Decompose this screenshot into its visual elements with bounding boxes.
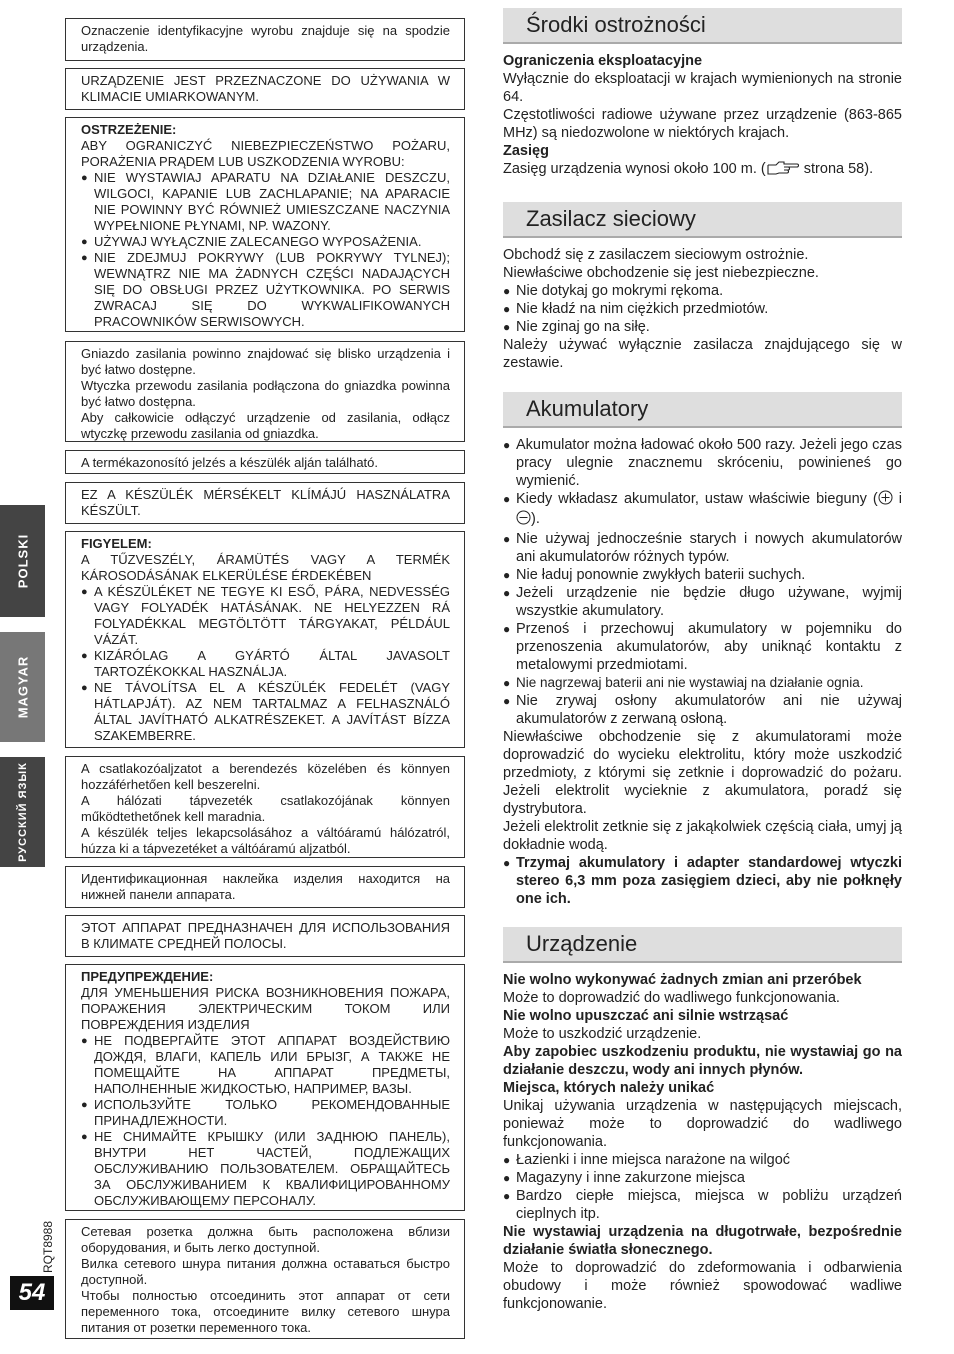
list-item [503,490,902,530]
warning-intro: ABY OGRANICZYĆ NIEBEZPIECZEŃSTWO POŻARU, PORAŻENIA PRĄDEM LUB USZKODZENIA WYROBU: [81,138,450,169]
subheading: Nie wolno wykonywać żadnych zmian ani przeróbek [503,972,862,988]
list-item: ● Nie dotykaj go mokrymi rękoma. [503,282,902,300]
warning-title: FIGYELEM: [81,536,152,551]
text: Aby całkowicie odłączyć urządzenie od zasilania, odłącz wtyczkę przewodu zasilania od gniazdka. [81,410,450,441]
sidebar-tab-magyar [0,632,45,742]
list-item: ● Trzymaj akumulatory i adapter standardowej wtyczki stereo 6,3 mm poza zasięgiem dzieci, aby nie połknęły one ich. [503,854,902,908]
list [503,1151,902,1223]
list-item: ● Nie zginaj go na siłę. [503,318,902,336]
ru-socket-box [65,1219,465,1339]
paragraph [503,160,902,181]
paragraph: Obchodź się z zasilaczem sieciowym ostrożnie. [503,247,809,263]
warning-title: OSTRZEŻENIE: [81,122,177,137]
text: ). [531,511,540,527]
hu-warning-box [65,531,465,748]
list-item: ● ИСПОЛЬЗУЙТЕ ТОЛЬКО РЕКОМЕНДОВАННЫЕ ПРИНАДЛЕЖНОСТИ. [81,1097,450,1129]
warning-list [81,584,450,744]
text: EZ A KÉSZÜLÉK MÉRSÉKELT KLÍMÁJÚ HASZNÁLATRA KÉSZÜLT. [81,487,450,518]
subheading: Zasięg [503,143,549,159]
list-item: ● UŻYWAJ WYŁĄCZNIE ZALECANEGO WYPOSAŻENIA. [81,234,450,250]
sidebar-tab-polski [0,505,45,617]
section-precautions [503,8,902,181]
list [503,854,902,908]
page-number: 54 [10,1276,54,1310]
section-title: Środki ostrożności [503,8,902,44]
subheading: Aby zapobiec uszkodzeniu produktu, nie wystawiaj go na działanie deszczu, wody ani innych płynów. [503,1044,902,1078]
list-item: ● NIE WYSTAWIAJ APARATU NA DZIAŁANIE DESZCZU, WILGOCI, KAPANIE LUB ZACHLAPANIE; NA APARACIE NIE POWINNY BYĆ RÓWNIEŻ UMIESZCZANE NACZYNIA WYPEŁNIONE PŁYNAMI, NP. WAZONY. [81,170,450,234]
list-item: ● KIZÁRÓLAG A GYÁRTÓ ÁLTAL JAVASOLT TARTOZÉKOKKAL HASZNÁLJA. [81,648,450,680]
warning-intro: ДЛЯ УМЕНЬШЕНИЯ РИСКА ВОЗНИКНОВЕНИЯ ПОЖАРА, ПОРАЖЕНИЯ ЭЛЕКТРИЧЕСКИМ ТОКОМ ИЛИ ПОВРЕЖДЕНИЯ ИЗДЕЛИЯ [81,985,450,1032]
paragraph: Może to doprowadzić do zdeformowania i odbarwienia obudowy i może również spowodować wadliwe funkcjonowanie. [503,1260,902,1312]
text: A csatlakozóaljzatot a berendezés közelében és könnyen hozzáférhetően kell beszerelni. [81,761,450,792]
text: A hálózati tápvezeték csatlakozójának könnyen működtethetőnek kell maradnia. [81,793,450,824]
left-column [65,18,465,1339]
sidebar-label: MAGYAR [15,655,30,719]
warning-list [81,170,450,330]
sidebar-label: РУССКИЙ ЯЗЫК [16,762,29,862]
paragraph: Może to doprowadzić do wadliwego funkcjonowania. [503,990,840,1006]
warning-title: ПРЕДУПРЕЖДЕНИЕ: [81,969,214,984]
hu-climate-box [65,482,465,524]
paragraph: Niewłaściwe obchodzenie się jest niebezpieczne. [503,265,819,281]
pl-socket-box [65,341,465,442]
text: strona 58). [799,161,874,177]
text: Gniazdo zasilania powinno znajdować się blisko urządzenia i być łatwo dostępne. [81,346,450,377]
paragraph: Wyłącznie do eksploatacji w krajach wymienionych na stronie 64. [503,71,902,105]
section-ac-adaptor [503,202,902,372]
ru-warning-box [65,964,465,1211]
text: A készülék teljes lekapcsolásához a váltóáramú hálózatról, húzza ki a tápvezetéket a váltóáramú aljzatból. [81,825,450,856]
pl-climate-box [65,68,465,110]
list-item: ● Bardzo ciepłe miejsca, miejsca w pobliżu urządzeń cieplnych itp. [503,1187,902,1223]
minus-icon [516,510,531,530]
pl-label-box [65,18,465,61]
text: Идентификационная наклейка изделия находится на нижней панели аппарата. [81,871,450,902]
section-unit [503,927,902,1313]
plus-icon [878,490,893,510]
hu-socket-box [65,756,465,858]
list-item: ● Jeżeli urządzenie nie będzie długo używane, wyjmij wszystkie akumulatory. [503,584,902,620]
section-title: Urządzenie [503,927,902,963]
paragraph: Unikaj używania urządzenia w następujących miejscach, ponieważ może to doprowadzić do wadliwego funkcjonowania. [503,1098,902,1150]
list-item: ● Nie ładuj ponownie zwykłych baterii suchych. [503,566,902,584]
subheading: Nie wystawiaj urządzenia na długotrwałe, bezpośrednie działanie światła słonecznego. [503,1224,902,1258]
text: Чтобы полностью отсоединить этот аппарат от сети переменного тока, отсоедините вилку сетевого шнура питания от розетки переменного тока. [81,1288,450,1335]
list-item: ● НЕ СНИМАЙТЕ КРЫШКУ (ИЛИ ЗАДНЮЮ ПАНЕЛЬ), ВНУТРИ НЕТ ЧАСТЕЙ, ПОДЛЕЖАЩИХ ОБСЛУЖИВАНИЮ ПОЛЬЗОВАТЕЛЕМ. ОБРАЩАЙТЕСЬ ЗА ОБСЛУЖИВАНИЕМ К КВАЛИФИЦИРОВАННОМУ ОБСЛУЖИВАЮЩЕМУ ПЕРСОНАЛУ. [81,1129,450,1209]
paragraph: Częstotliwości radiowe używane przez urządzenie (863-865 MHz) są niedozwolone w niektórych krajach. [503,107,902,141]
text: URZĄDZENIE JEST PRZEZNACZONE DO UŻYWANIA W KLIMACIE UMIARKOWANYM. [81,73,450,104]
pointing-hand-icon [766,160,800,181]
hu-label-box [65,450,465,474]
text: Сетевая розетка должна быть расположена вблизи оборудования, и быть легко доступной. [81,1224,450,1255]
ru-label-box [65,866,465,908]
text: Wtyczka przewodu zasilania podłączona do gniazdka powinna być łatwo dostępna. [81,378,450,409]
sidebar-label: POLSKI [15,533,30,589]
text: ЭТОТ АППАРАТ ПРЕДНАЗНАЧЕН ДЛЯ ИСПОЛЬЗОВАНИЯ В КЛИМАТЕ СРЕДНЕЙ ПОЛОСЫ. [81,920,450,951]
text: Kiedy wkładasz akumulator, ustaw właściwie bieguny ( [516,491,878,507]
text: Вилка сетевого шнура питания должна оставаться быстро доступной. [81,1256,450,1287]
warning-intro: A TŰZVESZÉLY, ÁRAMÜTÉS VAGY A TERMÉK KÁROSODÁSÁNAK ELKERÜLÉSE ÉRDEKÉBEN [81,552,450,583]
section-batteries [503,392,902,908]
list-item: ● NIE ZDEJMUJ POKRYWY (LUB POKRYWY TYLNEJ); WEWNĄTRZ NIE MA ŻADNYCH CZĘŚCI NADAJĄCYCH SIĘ DO OBSŁUGI PRZEZ UŻYTKOWNIKA. PO SERWIS ZWRACAJ SIĘ DO WYKWALIFIKOWANYCH PRACOWNIKÓW SERWISOWYCH. [81,250,450,330]
list-item: ● NE TÁVOLÍTSA EL A KÉSZÜLÉK FEDELÉT (VAGY HÁTLAPJÁT). AZ NEM TARTALMAZ A FELHASZNÁLÓ ÁLTAL JAVÍTHATÓ ALKATRÉSZEKET. A JAVÍTÁST BÍZZA SZAKEMBERRE. [81,680,450,744]
text: i [892,491,902,507]
list [503,436,902,728]
list-item: ● Akumulator można ładować około 500 razy. Jeżeli jego czas pracy ulegnie znacznemu skróceniu, powinieneś go wymienić. [503,436,902,490]
list-item: ● Magazyny i inne zakurzone miejsca [503,1169,902,1187]
list-item: ● Łazienki i inne miejsca narażone na wilgoć [503,1151,902,1169]
paragraph: Może to uszkodzić urządzenie. [503,1026,702,1042]
list-item: ● A KÉSZÜLÉKET NE TEGYE KI ESŐ, PÁRA, NEDVESSÉG VAGY FOLYADÉK HATÁSÁNAK. NE HELYEZZEN RÁ FOLYADÉKKAL MEGTÖLTÖTT TÁRGYAKAT, PÉLDÁUL VÁZÁT. [81,584,450,648]
ru-climate-box [65,915,465,957]
subheading: Miejsca, których należy unikać [503,1080,715,1096]
list-item: ● Nie kładź na nim ciężkich przedmiotów. [503,300,902,318]
text: Zasięg urządzenia wynosi około 100 m. ( [503,161,766,177]
doc-code: RQT8988 [41,1220,56,1274]
text: Oznaczenie identyfikacyjne wyrobu znajduje się na spodzie urządzenia. [81,23,450,54]
pl-warning-box [65,117,465,332]
list-item: ● Nie używaj jednocześnie starych i nowych akumulatorów ani akumulatorów różnych typów. [503,530,902,566]
text: A termékazonosító jelzés a készülék alján található. [81,455,379,470]
subheading: Ograniczenia eksploatacyjne [503,53,703,69]
warning-list [81,1033,450,1209]
sidebar-tab-russian [0,757,45,867]
paragraph: Niewłaściwe obchodzenie się z akumulatorami może doprowadzić do wycieku elektrolitu, który może uszkodzić przedmioty, z którymi się zetknie i doprowadzić do pożaru. Jeżeli elektrolit wycieknie z akumulatora, poradź się dystrybutora. [503,729,902,817]
list-item: ● Nie zrywaj osłony akumulatorów ani nie używaj akumulatorów z zerwaną osłoną. [503,692,902,728]
section-title: Zasilacz sieciowy [503,202,902,238]
list-item: ● НЕ ПОДВЕРГАЙТЕ ЭТОТ АППАРАТ ВОЗДЕЙСТВИЮ ДОЖДЯ, ВЛАГИ, КАПЕЛЬ ИЛИ БРЫЗГ, А ТАКЖЕ НЕ ПОМЕЩАЙТЕ НА АППАРАТ ПРЕДМЕТЫ, НАПОЛНЕННЫЕ ЖИДКОСТЬЮ, НАПРИМЕР, ВАЗЫ. [81,1033,450,1097]
subheading: Nie wolno upuszczać ani silnie wstrząsać [503,1008,789,1024]
section-title: Akumulatory [503,392,902,428]
list-item: ● Nie nagrzewaj baterii ani nie wystawiaj na działanie ognia. [503,674,902,692]
paragraph: Jeżeli elektrolit zetknie się z jakąkolwiek częścią ciała, umyj ją dokładnie wodą. [503,819,902,853]
list [503,282,902,336]
list-item: ● Przenoś i przechowuj akumulatory w pojemniku do przenoszenia akumulatorów, aby uniknąć kontaktu z metalowymi przedmiotami. [503,620,902,674]
paragraph: Należy używać wyłącznie zasilacza znajdującego się w zestawie. [503,337,902,371]
